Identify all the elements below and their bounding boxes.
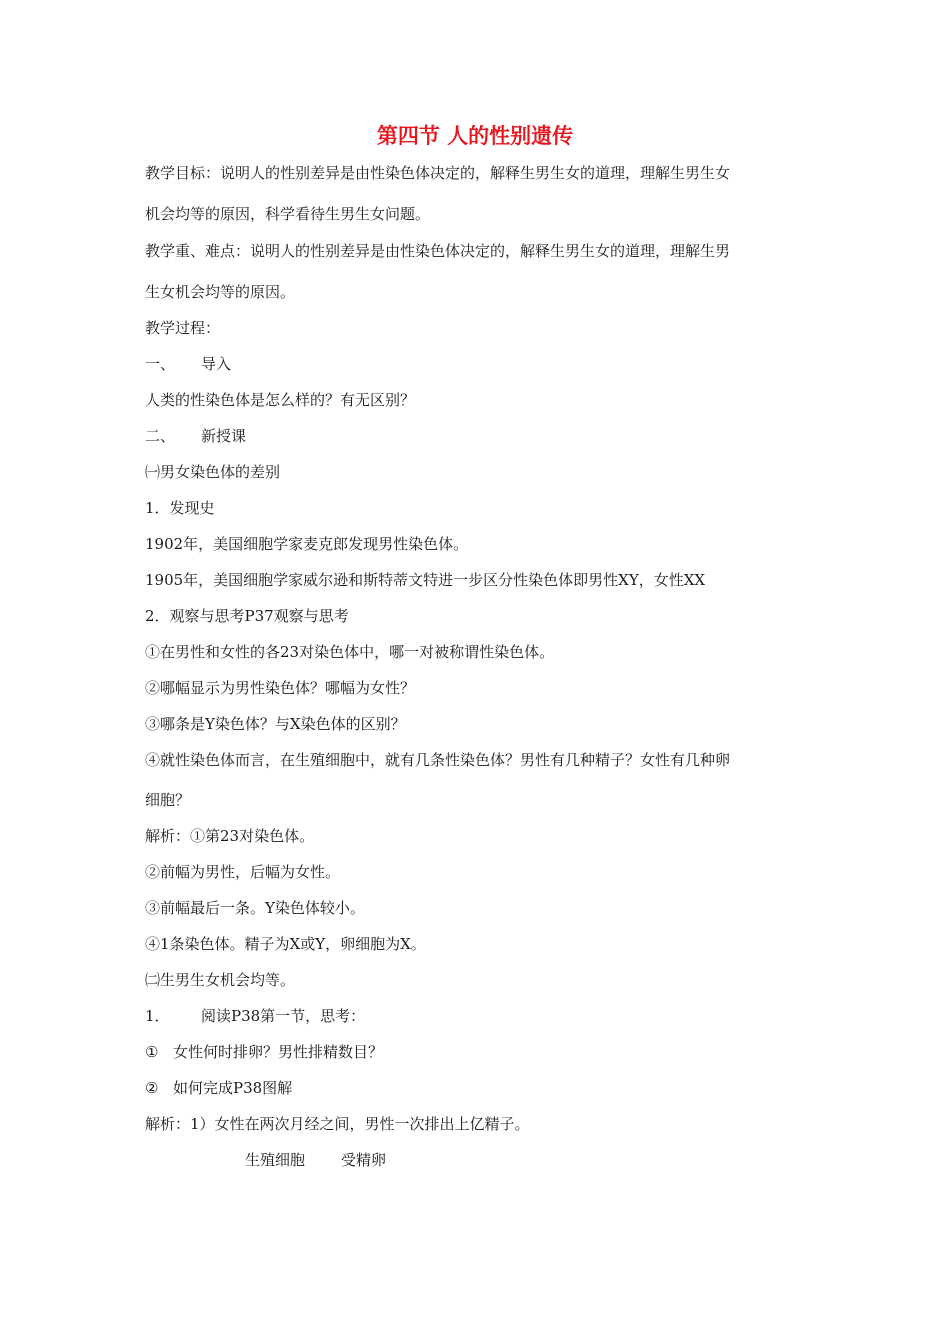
reading-answer: 解析：1）女性在两次月经之间，男性一次排出上亿精子。 bbox=[145, 1115, 530, 1133]
section-1-number: 一、 bbox=[145, 355, 176, 373]
reading-question-1-label: 女性何时排卵？男性排精数目？ bbox=[173, 1043, 384, 1061]
part-1-heading: ㈠男女染色体的差别 bbox=[145, 463, 281, 481]
objectives-line-2: 机会均等的原因，科学看待生男生女问题。 bbox=[145, 205, 431, 223]
section-1-label: 导入 bbox=[201, 355, 232, 373]
reading-question-2-number: ② bbox=[145, 1079, 159, 1097]
diagram-labels bbox=[245, 1149, 386, 1171]
reading-item-label: 阅读P38第一节，思考： bbox=[201, 1007, 366, 1025]
history-1905: 1905年，美国细胞学家威尔逊和斯特蒂文特进一步区分性染色体即男性XY，女性XX bbox=[145, 571, 706, 589]
reading-question-1-number: ① bbox=[145, 1043, 159, 1061]
section-2-number: 二、 bbox=[145, 427, 176, 445]
reading-question-2-label: 如何完成P38图解 bbox=[173, 1079, 293, 1097]
section-2-heading bbox=[145, 425, 246, 447]
section-2-label: 新授课 bbox=[201, 427, 247, 445]
answer-4: ④1条染色体。精子为X或Y，卵细胞为X。 bbox=[145, 935, 426, 953]
answer-2: ②前幅为男性，后幅为女性。 bbox=[145, 863, 341, 881]
question-1: ①在男性和女性的各23对染色体中，哪一对被称谓性染色体。 bbox=[145, 643, 555, 661]
question-3: ③哪条是Y染色体？与X染色体的区别？ bbox=[145, 715, 406, 733]
page-title: 第四节 人的性别遗传 bbox=[376, 124, 574, 148]
key-points-line-1: 教学重、难点：说明人的性别差异是由性染色体决定的，解释生男生女的道理，理解生男 bbox=[145, 242, 731, 260]
key-points-line-2: 生女机会均等的原因。 bbox=[145, 283, 296, 301]
objectives-line-1: 教学目标：说明人的性别差异是由性染色体决定的，解释生男生女的道理，理解生男生女 bbox=[145, 164, 731, 182]
question-2: ②哪幅显示为男性染色体？哪幅为女性？ bbox=[145, 679, 416, 697]
question-4-line-1: ④就性染色体而言，在生殖细胞中，就有几条性染色体？男性有几种精子？女性有几种卵 bbox=[145, 751, 731, 769]
reading-item-number: 1． bbox=[145, 1007, 170, 1025]
answer-3: ③前幅最后一条。Y染色体较小。 bbox=[145, 899, 365, 917]
part-2-heading: ㈡生男生女机会均等。 bbox=[145, 971, 296, 989]
reading-question-2 bbox=[145, 1077, 292, 1099]
question-4-line-2: 细胞？ bbox=[145, 791, 191, 809]
intro-question: 人类的性染色体是怎么样的？有无区别？ bbox=[145, 391, 416, 409]
diagram-label-germ-cell: 生殖细胞 bbox=[245, 1151, 306, 1169]
history-1902: 1902年，美国细胞学家麦克郎发现男性染色体。 bbox=[145, 535, 469, 553]
reading-item bbox=[145, 1005, 365, 1027]
item-1-discovery-history: 1．发现史 bbox=[145, 499, 215, 517]
item-2-observe-think: 2．观察与思考P37观察与思考 bbox=[145, 607, 349, 625]
process-heading: 教学过程： bbox=[145, 319, 221, 337]
diagram-label-zygote: 受精卵 bbox=[341, 1151, 387, 1169]
answer-1: 解析：①第23对染色体。 bbox=[145, 827, 315, 845]
reading-question-1 bbox=[145, 1041, 383, 1063]
section-1-heading bbox=[145, 353, 231, 375]
